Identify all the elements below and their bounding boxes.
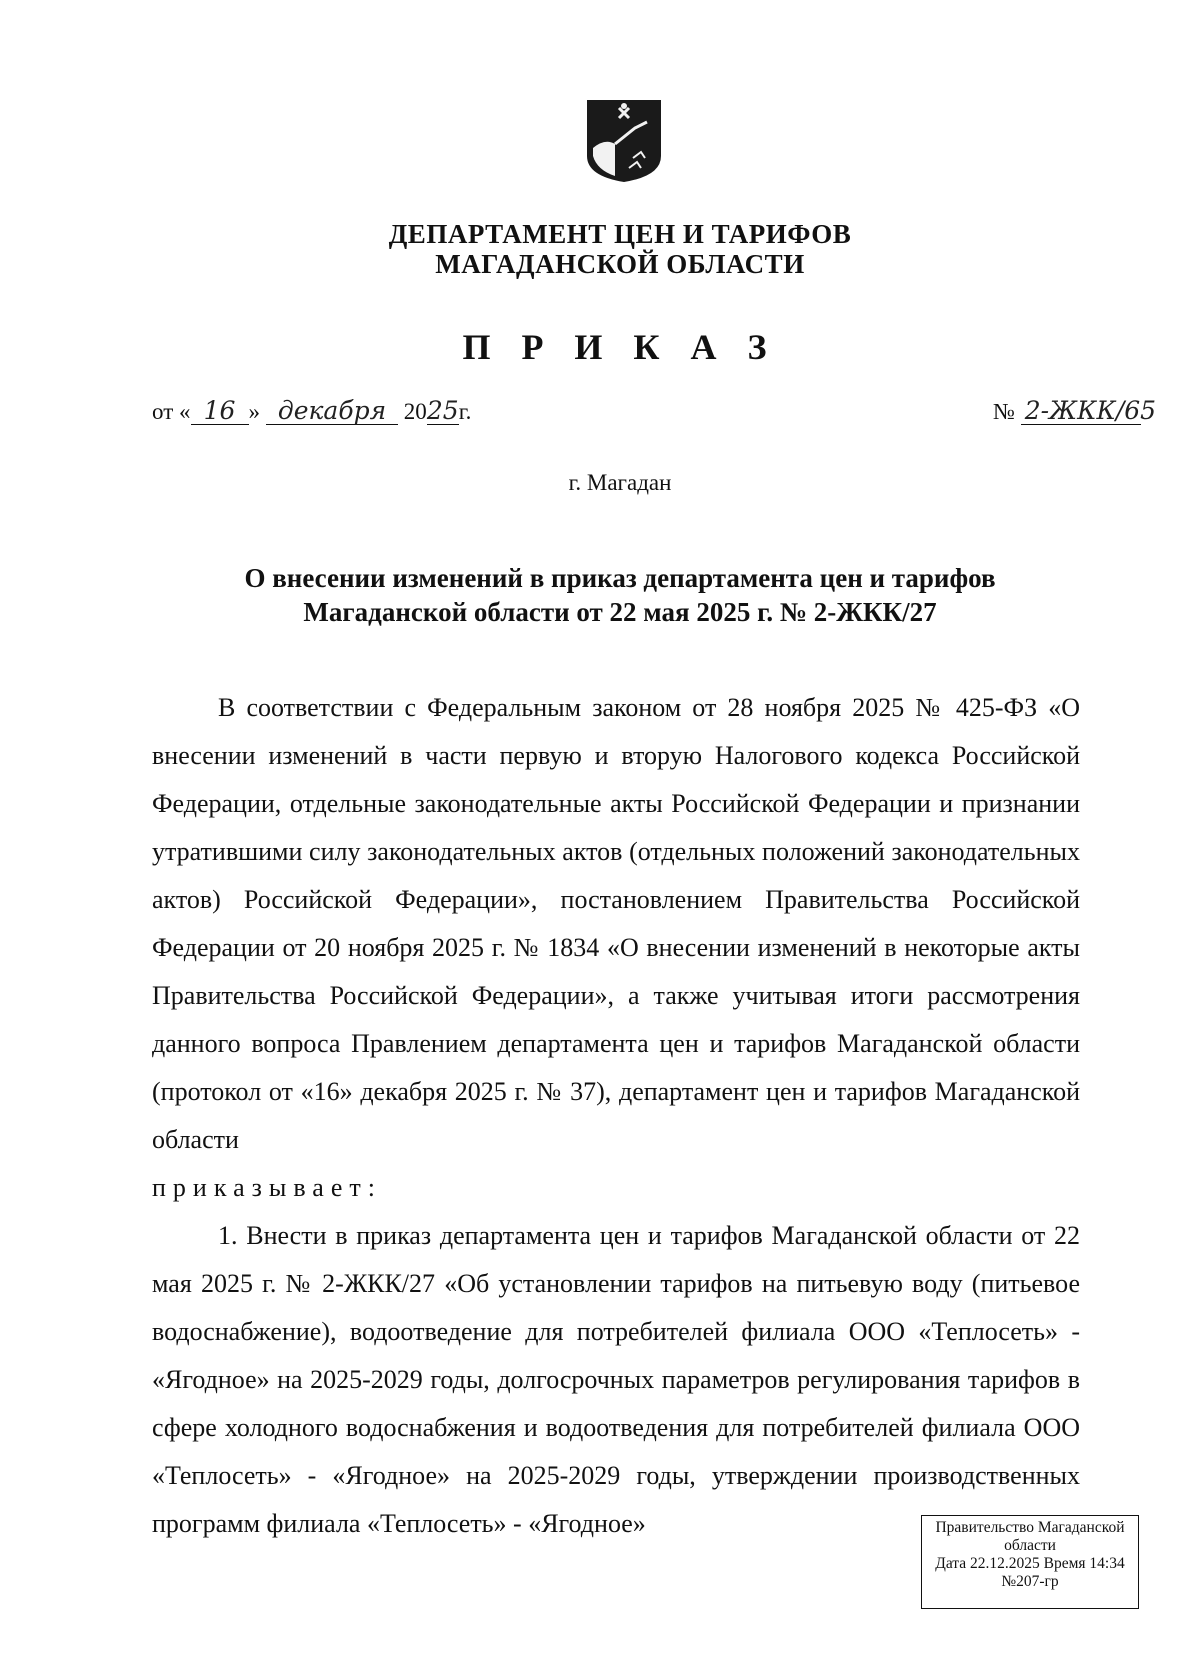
stamp-line1: Правительство Магаданской bbox=[935, 1519, 1125, 1536]
handwritten-number: 2-ЖКК/65 bbox=[1021, 398, 1141, 425]
department-name-line1: ДЕПАРТАМЕНТ ЦЕН И ТАРИФОВ bbox=[388, 219, 852, 249]
date-prefix: от « bbox=[152, 399, 191, 424]
stamp-line4: №207-гр bbox=[1001, 1573, 1059, 1590]
year-prefix: 20 bbox=[403, 399, 427, 424]
date-end: г. bbox=[458, 399, 472, 424]
handwritten-month: декабря bbox=[266, 398, 398, 425]
city: г. Магадан bbox=[568, 470, 672, 495]
registration-stamp bbox=[921, 1515, 1139, 1609]
order-body bbox=[152, 684, 1080, 1548]
document-number-line bbox=[993, 396, 1157, 425]
body-paragraph-preamble: В соответствии с Федеральным законом от 28 ноября 2025 № 425-ФЗ «О внесении изменений в части первую и вторую Налогового кодекса Российской Федерации, отдельные законодательные акты Российской Федерации и признании утратившими силу законодательных актов (отдельных положений законодательных актов) Российской Федерации», постановлением Правительства Российской Федерации от 20 ноября 2025 г. № 1834 «О внесении изменений в некоторые акты Правительства Российской Федерации», а также учитывая итоги рассмотрения данного вопроса Правлением департамента цен и тарифов Магаданской области (протокол от «16» декабря 2025 г. № 37), департамент цен и тарифов Магаданской области bbox=[152, 693, 1080, 1154]
department-name-line2: МАГАДАНСКОЙ ОБЛАСТИ bbox=[435, 249, 805, 279]
order-title bbox=[120, 561, 1120, 629]
body-paragraph-item-1: 1. Внести в приказ департамента цен и тарифов Магаданской области от 22 мая 2025 г. № 2-ЖКК/27 «Об установлении тарифов на питьевую воду (питьевое водоснабжение), водоотведение для потребителей филиала ООО «Теплосеть» - «Ягодное» на 2025-2029 годы, долгосрочных параметров регулирования тарифов в сфере холодного водоснабжения и водоотведения для потребителей филиала ООО «Теплосеть» - «Ягодное» на 2025-2029 годы, утверждении производственных программ филиала «Теплосеть» - «Ягодное» bbox=[152, 1221, 1080, 1538]
document-type-heading: П Р И К А З bbox=[462, 327, 778, 367]
date-mid: » bbox=[248, 399, 260, 424]
orders-word: приказывает: bbox=[152, 1173, 382, 1202]
stamp-line3: Дата 22.12.2025 Время 14:34 bbox=[935, 1555, 1125, 1572]
title-line2: Магаданской области от 22 мая 2025 г. № 2-ЖКК/27 bbox=[303, 597, 937, 627]
handwritten-day: 16 bbox=[191, 398, 249, 425]
coat-of-arms-emblem bbox=[585, 98, 663, 184]
number-sign: № bbox=[993, 399, 1015, 424]
handwritten-year: 25 bbox=[426, 396, 459, 425]
date-line bbox=[152, 398, 471, 425]
stamp-line2: области bbox=[1004, 1537, 1056, 1554]
title-line1: О внесении изменений в приказ департамента цен и тарифов bbox=[244, 563, 996, 593]
